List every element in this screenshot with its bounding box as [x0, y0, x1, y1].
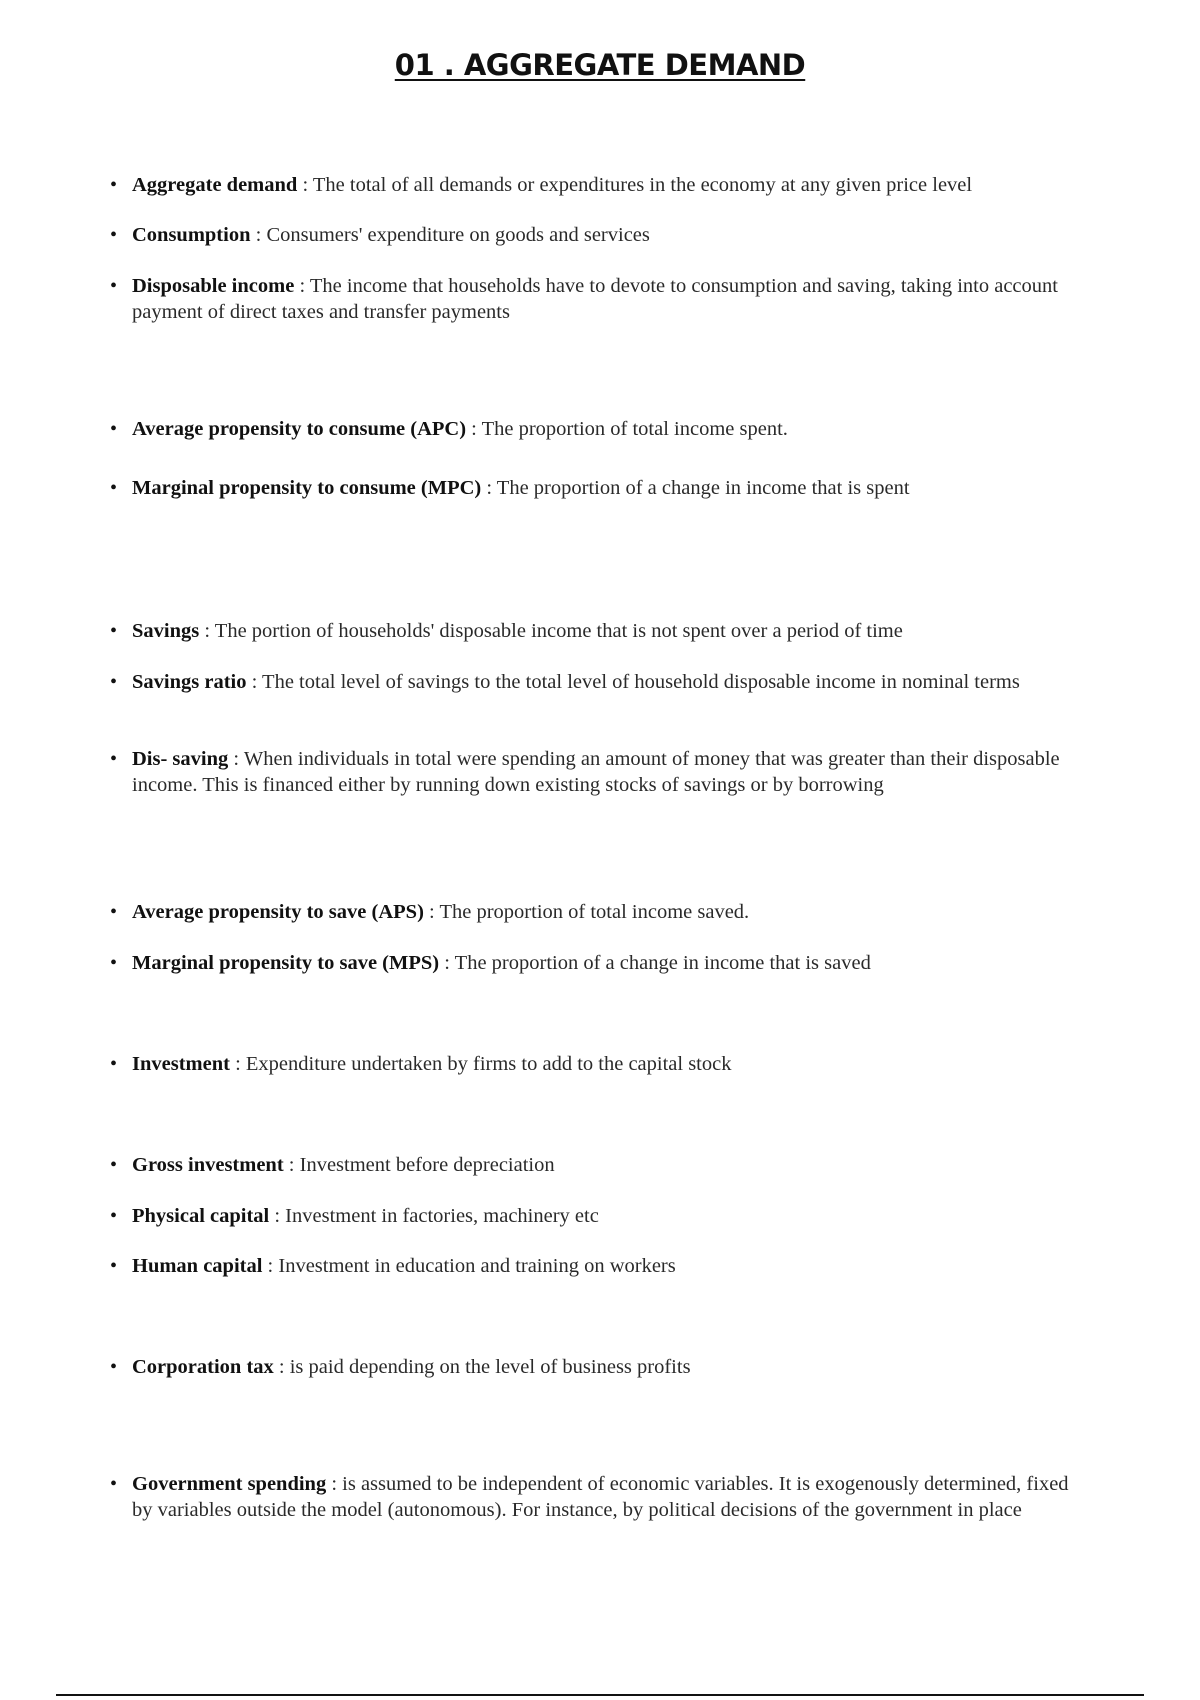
- definition-term: Disposable income: [132, 275, 295, 297]
- definition-text: : The total of all demands or expenditures in the economy at any given price level: [297, 174, 973, 196]
- definition-term: Marginal propensity to consume (MPC): [132, 477, 482, 499]
- definition-savings-ratio: [110, 669, 1085, 695]
- bullet-icon: •: [110, 1205, 118, 1227]
- definition-text: : is paid depending on the level of business profits: [273, 1356, 691, 1378]
- bullet-icon: •: [110, 1154, 118, 1176]
- definition-text: : The proportion of a change in income that is spent: [481, 477, 910, 499]
- bullet-icon: •: [110, 1473, 118, 1495]
- definition-text: : Consumers' expenditure on goods and services: [250, 224, 650, 246]
- definition-consumption: [110, 222, 1085, 248]
- bullet-icon: •: [110, 224, 118, 246]
- definition-mps: [110, 950, 1085, 976]
- bullet-icon: •: [110, 901, 118, 923]
- definition-term: Gross investment: [132, 1154, 284, 1176]
- definition-term: Savings: [132, 620, 200, 642]
- bullet-icon: •: [110, 275, 118, 297]
- definition-term: Investment: [132, 1053, 230, 1075]
- definition-dis-saving: [110, 746, 1085, 798]
- definition-text: : The income that households have to devote to consumption and saving, taking into account payment of direct taxes and transfer payments: [132, 275, 1058, 323]
- definition-text: : The proportion of total income spent.: [466, 418, 788, 440]
- definition-text: : Expenditure undertaken by firms to add to the capital stock: [229, 1053, 732, 1075]
- page-title-text: 01 . AGGREGATE DEMAND: [394, 48, 806, 82]
- definition-term: Human capital: [132, 1255, 263, 1277]
- bullet-icon: •: [110, 1356, 118, 1378]
- definition-term: Average propensity to consume (APC): [132, 418, 467, 440]
- bullet-icon: •: [110, 748, 118, 770]
- definition-term: Physical capital: [132, 1205, 270, 1227]
- bullet-icon: •: [110, 671, 118, 693]
- definition-term: Marginal propensity to save (MPS): [132, 952, 440, 974]
- definition-text: : Investment in education and training on workers: [262, 1255, 676, 1277]
- definition-term: Corporation tax: [132, 1356, 274, 1378]
- bullet-icon: •: [110, 1053, 118, 1075]
- bullet-icon: •: [110, 477, 118, 499]
- definition-text: : Investment before depreciation: [283, 1154, 555, 1176]
- definition-term: Aggregate demand: [132, 174, 298, 196]
- definition-text: : is assumed to be independent of economic variables. It is exogenously determined, fixed by variables outside the model (autonomous). For instance, by political decisions of the government in place: [132, 1473, 1069, 1521]
- definition-term: Dis- saving: [132, 748, 229, 770]
- definition-aggregate-demand: [110, 172, 1085, 198]
- bullet-icon: •: [110, 418, 118, 440]
- definition-aps: [110, 899, 1085, 925]
- definition-disposable-income: [110, 273, 1085, 325]
- definition-government-spending: [110, 1471, 1085, 1523]
- definition-term: Savings ratio: [132, 671, 247, 693]
- definition-savings: [110, 618, 1085, 644]
- definition-mpc: [110, 475, 1085, 501]
- bullet-icon: •: [110, 952, 118, 974]
- footer-divider: [56, 1694, 1144, 1696]
- definition-gross-investment: [110, 1152, 1085, 1178]
- definition-investment: [110, 1051, 1085, 1077]
- definition-text: : The proportion of total income saved.: [423, 901, 750, 923]
- definition-text: : When individuals in total were spending an amount of money that was greater than their disposable income. This is financed either by running down existing stocks of savings or by borrowing: [132, 748, 1060, 796]
- definition-corporation-tax: [110, 1354, 1085, 1380]
- definition-term: Government spending: [132, 1473, 327, 1495]
- bullet-icon: •: [110, 1255, 118, 1277]
- definition-text: : The portion of households' disposable income that is not spent over a period of time: [199, 620, 903, 642]
- definition-term: Average propensity to save (APS): [132, 901, 424, 923]
- page-title: [0, 48, 1200, 82]
- definition-text: : The proportion of a change in income that is saved: [439, 952, 871, 974]
- bullet-icon: •: [110, 620, 118, 642]
- definition-human-capital: [110, 1253, 1085, 1279]
- definition-text: : Investment in factories, machinery etc: [269, 1205, 599, 1227]
- bullet-icon: •: [110, 174, 118, 196]
- definition-term: Consumption: [132, 224, 251, 246]
- definition-text: : The total level of savings to the total level of household disposable income in nominal terms: [246, 671, 1020, 693]
- definition-physical-capital: [110, 1203, 1085, 1229]
- definition-apc: [110, 416, 1085, 442]
